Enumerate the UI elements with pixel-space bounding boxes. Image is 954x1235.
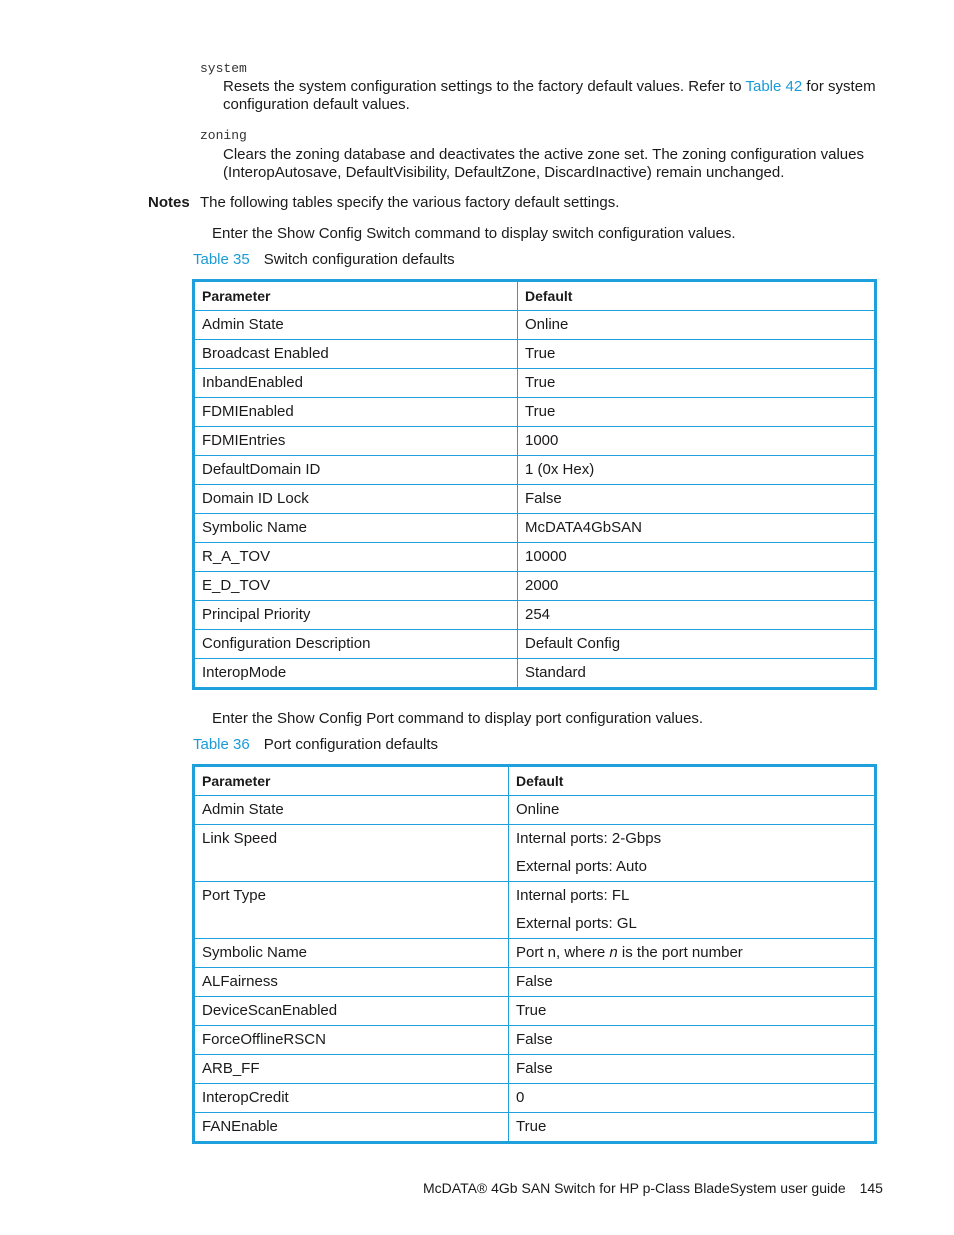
system-desc-line2: configuration default values. — [223, 96, 410, 113]
default-cell: 10000 — [518, 543, 876, 572]
header-default: Default — [518, 281, 876, 311]
table-row — [194, 796, 876, 825]
default-cell: 2000 — [518, 572, 876, 601]
param-cell: Admin State — [194, 311, 518, 340]
table-row — [194, 311, 876, 340]
symbolic-post: is the port number — [617, 944, 743, 961]
table-row — [194, 456, 876, 485]
default-cell: 0 — [509, 1084, 876, 1113]
default-line-internal: Internal ports: 2-Gbps — [516, 830, 662, 847]
default-cell: False — [509, 968, 876, 997]
table-35-number: Table 35 — [193, 251, 250, 268]
table-row — [194, 882, 876, 939]
param-cell: DefaultDomain ID — [194, 456, 518, 485]
table-header-row — [194, 766, 876, 796]
symbolic-var: n — [609, 944, 618, 961]
notes-text: The following tables specify the various factory default settings. — [200, 194, 620, 211]
symbolic-pre: Port n, where — [516, 944, 610, 961]
zoning-desc-line2: (InteropAutosave, DefaultVisibility, DefaultZone, DiscardInactive) remain unchanged. — [223, 164, 785, 181]
table-row — [194, 1026, 876, 1055]
header-default: Default — [509, 766, 876, 796]
param-cell: Symbolic Name — [194, 939, 509, 968]
param-cell: Broadcast Enabled — [194, 340, 518, 369]
param-cell: ForceOfflineRSCN — [194, 1026, 509, 1055]
default-cell: True — [509, 1113, 876, 1143]
default-cell: Online — [518, 311, 876, 340]
switch-config-table — [192, 279, 877, 690]
header-parameter: Parameter — [194, 766, 509, 796]
footer-title: McDATA® 4Gb SAN Switch for HP p-Class BladeSystem user guide — [423, 1180, 846, 1196]
zoning-term: zoning — [200, 128, 247, 143]
table-row — [194, 825, 876, 882]
table-row — [194, 601, 876, 630]
table-row — [194, 968, 876, 997]
zoning-description — [223, 146, 864, 182]
default-cell — [509, 939, 876, 968]
table-35-caption — [193, 251, 455, 268]
table-row — [194, 939, 876, 968]
footer — [423, 1180, 883, 1196]
param-cell: Principal Priority — [194, 601, 518, 630]
table-row — [194, 659, 876, 689]
default-cell: True — [518, 369, 876, 398]
table-row — [194, 997, 876, 1026]
table-row — [194, 485, 876, 514]
param-cell: FDMIEnabled — [194, 398, 518, 427]
table-row — [194, 543, 876, 572]
table-row — [194, 340, 876, 369]
table-row — [194, 572, 876, 601]
table-row — [194, 514, 876, 543]
param-cell: InbandEnabled — [194, 369, 518, 398]
param-cell: ARB_FF — [194, 1055, 509, 1084]
table-row — [194, 369, 876, 398]
header-parameter: Parameter — [194, 281, 518, 311]
table-row — [194, 427, 876, 456]
port-intro: Enter the Show Config Port command to display port configuration values. — [212, 710, 704, 727]
default-cell: True — [518, 340, 876, 369]
param-cell: FDMIEntries — [194, 427, 518, 456]
table-36-number: Table 36 — [193, 736, 250, 753]
default-cell: McDATA4GbSAN — [518, 514, 876, 543]
default-cell: False — [518, 485, 876, 514]
table-row — [194, 398, 876, 427]
port-config-table — [192, 764, 877, 1144]
table-36-title: Port configuration defaults — [263, 736, 438, 753]
default-line-external: External ports: GL — [516, 915, 637, 932]
table-row — [194, 1055, 876, 1084]
param-cell: ALFairness — [194, 968, 509, 997]
default-cell — [509, 825, 876, 882]
system-desc-prefix: Resets the system configuration settings to the factory default values. Refer to — [223, 78, 746, 95]
param-cell: DeviceScanEnabled — [194, 997, 509, 1026]
default-cell: False — [509, 1026, 876, 1055]
default-cell — [509, 882, 876, 939]
notes-label: Notes — [148, 194, 190, 211]
table-35-title: Switch configuration defaults — [263, 251, 455, 268]
default-cell: Online — [509, 796, 876, 825]
default-line-external: External ports: Auto — [516, 858, 647, 875]
system-description — [223, 78, 876, 114]
param-cell: FANEnable — [194, 1113, 509, 1143]
system-term: system — [200, 61, 247, 76]
default-line-internal: Internal ports: FL — [516, 887, 630, 904]
param-cell: Port Type — [194, 882, 509, 939]
system-desc-suffix: for system — [802, 78, 876, 95]
param-cell: InteropCredit — [194, 1084, 509, 1113]
default-cell: False — [509, 1055, 876, 1084]
default-cell: True — [518, 398, 876, 427]
table-36-caption — [193, 736, 438, 753]
default-cell: Standard — [518, 659, 876, 689]
param-cell: Link Speed — [194, 825, 509, 882]
default-cell: True — [509, 997, 876, 1026]
table-header-row — [194, 281, 876, 311]
default-cell: 1 (0x Hex) — [518, 456, 876, 485]
default-cell: 1000 — [518, 427, 876, 456]
param-cell: Domain ID Lock — [194, 485, 518, 514]
table-row — [194, 1113, 876, 1143]
param-cell: Admin State — [194, 796, 509, 825]
page-number: 145 — [859, 1180, 883, 1196]
switch-intro: Enter the Show Config Switch command to display switch configuration values. — [212, 225, 736, 242]
param-cell: E_D_TOV — [194, 572, 518, 601]
default-cell: 254 — [518, 601, 876, 630]
table-row — [194, 630, 876, 659]
param-cell: Symbolic Name — [194, 514, 518, 543]
param-cell: R_A_TOV — [194, 543, 518, 572]
default-cell: Default Config — [518, 630, 876, 659]
table-row — [194, 1084, 876, 1113]
param-cell: Configuration Description — [194, 630, 518, 659]
param-cell: InteropMode — [194, 659, 518, 689]
table-42-link[interactable]: Table 42 — [745, 78, 803, 95]
zoning-desc-line1: Clears the zoning database and deactivates the active zone set. The zoning configuration values — [223, 146, 864, 163]
